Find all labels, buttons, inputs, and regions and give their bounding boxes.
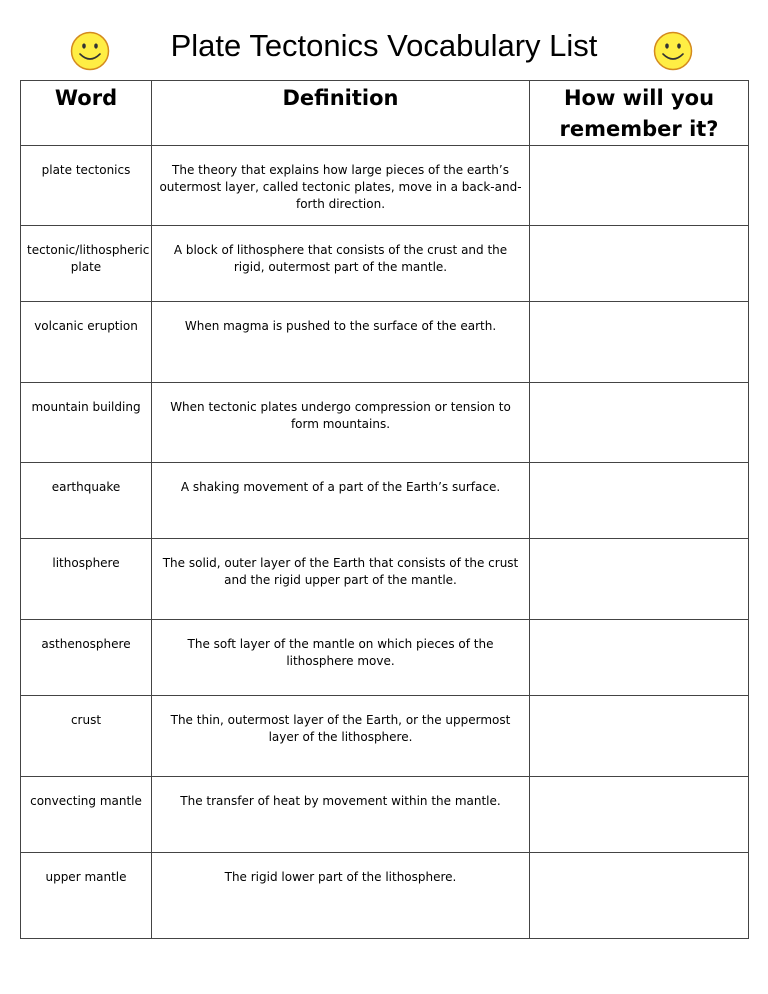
smiley-face-icon [653, 31, 693, 71]
table-row [21, 539, 749, 620]
definition-cell: When magma is pushed to the surface of the earth. [152, 302, 530, 383]
table-row [21, 146, 749, 226]
remember-cell[interactable] [530, 696, 749, 777]
definition-cell: The solid, outer layer of the Earth that consists of the crust and the rigid upper part of the mantle. [152, 539, 530, 620]
remember-cell[interactable] [530, 853, 749, 939]
table-row [21, 853, 749, 939]
word-cell: upper mantle [21, 853, 152, 939]
remember-cell[interactable] [530, 146, 749, 226]
word-cell: mountain building [21, 383, 152, 463]
remember-cell[interactable] [530, 777, 749, 853]
word-cell: plate tectonics [21, 146, 152, 226]
word-cell: tectonic/lithospheric plate [21, 226, 152, 302]
definition-cell: The rigid lower part of the lithosphere. [152, 853, 530, 939]
column-header-definition: Definition [152, 81, 530, 146]
remember-cell[interactable] [530, 463, 749, 539]
remember-cell[interactable] [530, 302, 749, 383]
title-row [0, 0, 768, 80]
table-row [21, 226, 749, 302]
table-row [21, 620, 749, 696]
remember-cell[interactable] [530, 226, 749, 302]
word-cell: asthenosphere [21, 620, 152, 696]
table-row [21, 696, 749, 777]
table-header-row [21, 81, 749, 146]
word-cell: convecting mantle [21, 777, 152, 853]
word-cell: crust [21, 696, 152, 777]
column-header-remember: How will you remember it? [530, 81, 749, 146]
table-row [21, 777, 749, 853]
definition-cell: The thin, outermost layer of the Earth, or the uppermost layer of the lithosphere. [152, 696, 530, 777]
word-cell: lithosphere [21, 539, 152, 620]
table-row [21, 463, 749, 539]
word-cell: volcanic eruption [21, 302, 152, 383]
table-row [21, 383, 749, 463]
page-title: Plate Tectonics Vocabulary List [170, 28, 598, 63]
definition-cell: A shaking movement of a part of the Earth’s surface. [152, 463, 530, 539]
definition-cell: The transfer of heat by movement within the mantle. [152, 777, 530, 853]
definition-cell: The soft layer of the mantle on which pieces of the lithosphere move. [152, 620, 530, 696]
vocabulary-table [20, 80, 749, 939]
remember-cell[interactable] [530, 620, 749, 696]
column-header-word: Word [21, 81, 152, 146]
table-row [21, 302, 749, 383]
word-cell: earthquake [21, 463, 152, 539]
definition-cell: The theory that explains how large pieces of the earth’s outermost layer, called tectonic plates, move in a back-and-forth direction. [152, 146, 530, 226]
definition-cell: A block of lithosphere that consists of the crust and the rigid, outermost part of the mantle. [152, 226, 530, 302]
definition-cell: When tectonic plates undergo compression or tension to form mountains. [152, 383, 530, 463]
remember-cell[interactable] [530, 383, 749, 463]
remember-cell[interactable] [530, 539, 749, 620]
